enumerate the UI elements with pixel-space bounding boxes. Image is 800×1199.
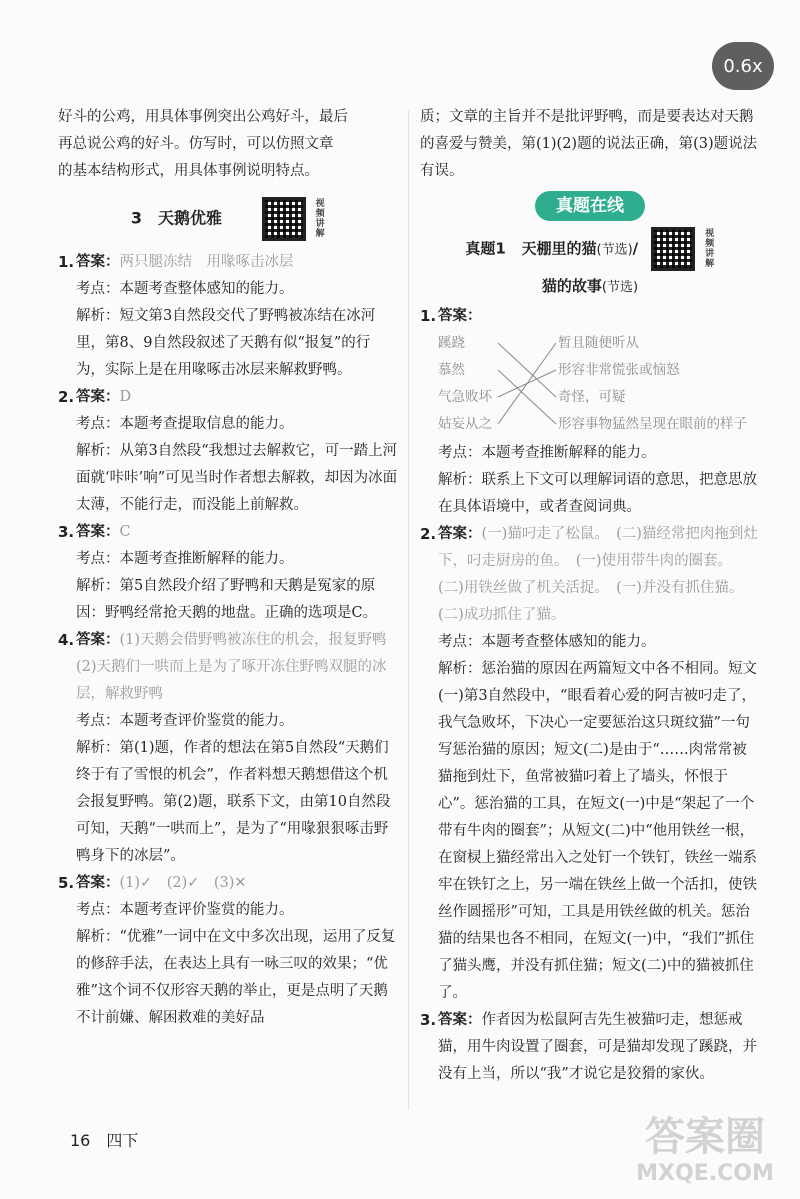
kaodian-text: 考点：本题考查评价鉴赏的能力。 (76, 713, 294, 729)
kaodian-text: 考点：本题考查整体感知的能力。 (438, 634, 656, 650)
page-footer: 16 四下 (70, 1131, 139, 1150)
zhenti-subtitle (420, 271, 760, 303)
answer-text: D (119, 389, 132, 405)
match-meanings (558, 330, 768, 438)
jiexi-text: 解析：惩治猫的原因在两篇短文中各不相同。短文(一)第3自然段中，“眼看着心爱的阿吉被叼走了，我气急败坏，下决心一定要惩治这只斑纹猫”一句写惩治猫的原因；短文(二)是由于“……肉常常被猫拖到灶下，鱼常被猫叼着上了墙头，怀恨于心”。惩治猫的工具，在短文(一)中是“架起了一个带有牛肉的圈套”；从短文(二)中“他用铁丝一根，在窗棂上猫经常出入之处钉一个铁钉，铁丝一端系牢在铁钉之上，另一端在铁丝上做一个活扣，使铁丝作圆摇形”可知，工具是用铁丝做的机关。惩治猫的结果也各不相同，在短文(一)中，“我们”抓住了猫头鹰，并没有抓住猫；短文(二)中的猫被抓住了。 (438, 661, 757, 1001)
answer-text: 两只腿冻结 用喙啄击冰层 (119, 254, 294, 270)
match-meaning: 形容事物猛然呈现在眼前的样子 (558, 416, 747, 432)
question-1 (420, 303, 760, 330)
zhenti-banner: 真题在线 (535, 191, 645, 221)
answer-text: 作者因为松鼠阿吉先生被猫叼走，想惩戒猫，用牛肉设置了圈套，可是猫却发现了蹊跷，并没有上当，所以“我”才说它是狡猾的家伙。 (438, 1012, 757, 1082)
qr-code-icon[interactable] (651, 227, 695, 271)
answer-text: (1)✓ (2)✓ (3)✕ (119, 875, 247, 891)
question-number: 2. (420, 525, 437, 543)
qr-code-icon[interactable] (262, 197, 306, 241)
right-column (420, 104, 760, 1088)
section-title (58, 197, 398, 241)
match-meaning: 暂且随便听从 (558, 335, 639, 351)
question-number: 4. (58, 631, 75, 649)
continuation-text: 质；文章的主旨并不是批评野鸭，而是要表达对天鹅的喜爱与赞美，第(1)(2)题的说法正确，第(3)题说法有误。 (420, 109, 758, 179)
question-1 (58, 249, 398, 384)
answer-label: 答案： (76, 254, 120, 270)
match-lines (496, 330, 558, 438)
answer-text: (1)天鹅会借野鸭被冻住的机会，报复野鸭 (2)天鹅们一哄而上是为了啄开冻住野鸭双腿的冰层，解救野鸭 (76, 632, 402, 702)
kaodian-text: 考点：本题考查推断解释的能力。 (438, 445, 656, 461)
matching-answer (438, 330, 760, 440)
qr-caption: 视频讲解 (315, 199, 325, 239)
jiexi-text: 解析：“优雅”一词中在文中多次出现，运用了反复的修辞手法，在表达上具有一咏三叹的效果；“优雅”这个词不仅形容天鹅的举止，更是点明了天鹅不计前嫌、解困救难的美好品 (76, 929, 396, 1026)
intro-line: 再总说公鸡的好斗。仿写时，可以仿照文章 (58, 136, 334, 152)
zhenti-title: 真题1 天棚里的猫(节选)/ 视频讲解 (465, 229, 715, 269)
question-2 (58, 384, 398, 519)
answer-label: 答案： (76, 389, 120, 405)
title-1: 天棚里的猫 (521, 239, 597, 258)
question-number: 2. (58, 388, 75, 406)
watermark-url: MXQE.COM (636, 1161, 774, 1186)
question-3 (420, 1007, 760, 1088)
zhenti-label: 真题1 (465, 239, 506, 258)
question-number: 3. (420, 1011, 437, 1029)
intro-line: 的基本结构形式，用具体事例说明特点。 (58, 163, 319, 179)
qr-caption: 视频讲解 (705, 229, 715, 269)
title-2: 猫的故事 (541, 277, 602, 295)
answer-text: (一)猫叼走了松鼠。 (二)猫经常把肉拖到灶下，叼走厨房的鱼。 (一)使用带牛肉的圈套。 (二)用铁丝做了机关活捉。 (一)并没有抓住猫。 (二)成功抓住了猫。 (438, 526, 758, 623)
jiexi-text: 解析：从第3自然段“我想过去解救它，可一踏上河面就‘咔咔’响”可见当时作者想去解救，却因为冰面太薄，不能行走，而没能上前解救。 (76, 443, 398, 513)
match-word: 气急败坏 (438, 389, 492, 405)
answer-label: 答案： (438, 1012, 482, 1028)
intro-line: 好斗的公鸡，用具体事例突出公鸡好斗，最后 (58, 109, 348, 125)
question-number: 5. (58, 874, 75, 892)
kaodian-text: 考点：本题考查评价鉴赏的能力。 (76, 902, 294, 918)
answer-label: 答案： (76, 875, 120, 891)
left-column (58, 104, 402, 1032)
answer-label: 答案： (76, 632, 120, 648)
jiexi-text: 解析：第5自然段介绍了野鸭和天鹅是冤家的原因：野鸭经常抢天鹅的地盘。正确的选项是C。 (76, 578, 378, 621)
title-1-note: (节选) (596, 242, 633, 258)
question-4 (58, 627, 402, 870)
question-5 (58, 870, 398, 1032)
jiexi-text: 解析：短文第3自然段交代了野鸭被冻结在冰河里，第8、9自然段叙述了天鹅有似“报复”的行为，实际上是在用喙啄击冰层来解救野鸭。 (76, 308, 376, 378)
kaodian-text: 考点：本题考查整体感知的能力。 (76, 281, 294, 297)
match-word: 蹊跷 (438, 335, 465, 351)
kaodian-text: 考点：本题考查提取信息的能力。 (76, 416, 294, 432)
match-meaning: 奇怪，可疑 (558, 389, 626, 405)
match-word: 慕然 (438, 362, 465, 378)
column-divider (408, 110, 409, 1110)
title-2-note: (节选) (601, 280, 639, 295)
jiexi-text: 解析：第(1)题，作者的想法在第5自然段“天鹅们终于有了雪恨的机会”，作者料想天鹅想借这个机会报复野鸭。第(2)题，联系下文，由第10自然段可知，天鹅“一哄而上”，是为了“用喙狠狠啄击野鸭身下的冰层”。 (76, 740, 391, 864)
watermark-text: 答案圈 (645, 1114, 765, 1160)
answer-label: 答案： (438, 308, 482, 324)
jiexi-text: 解析：联系上下文可以理解词语的意思，把意思放在具体语境中，或者查阅词典。 (438, 472, 757, 515)
watermark (620, 1113, 790, 1193)
kaodian-text: 考点：本题考查推断解释的能力。 (76, 551, 294, 567)
answer-label: 答案： (438, 526, 482, 542)
question-2 (420, 521, 760, 1007)
question-number: 1. (420, 307, 437, 325)
match-word: 姑妄从之 (438, 416, 492, 432)
question-3 (58, 519, 398, 627)
section-title-text: 3 天鹅优雅 (130, 208, 222, 228)
answer-label: 答案： (76, 524, 120, 540)
match-meaning: 形容非常慌张或恼怒 (558, 362, 680, 378)
zoom-indicator[interactable]: 0.6x (712, 42, 774, 90)
question-number: 1. (58, 253, 75, 271)
answer-text: C (119, 524, 131, 540)
question-number: 3. (58, 523, 75, 541)
